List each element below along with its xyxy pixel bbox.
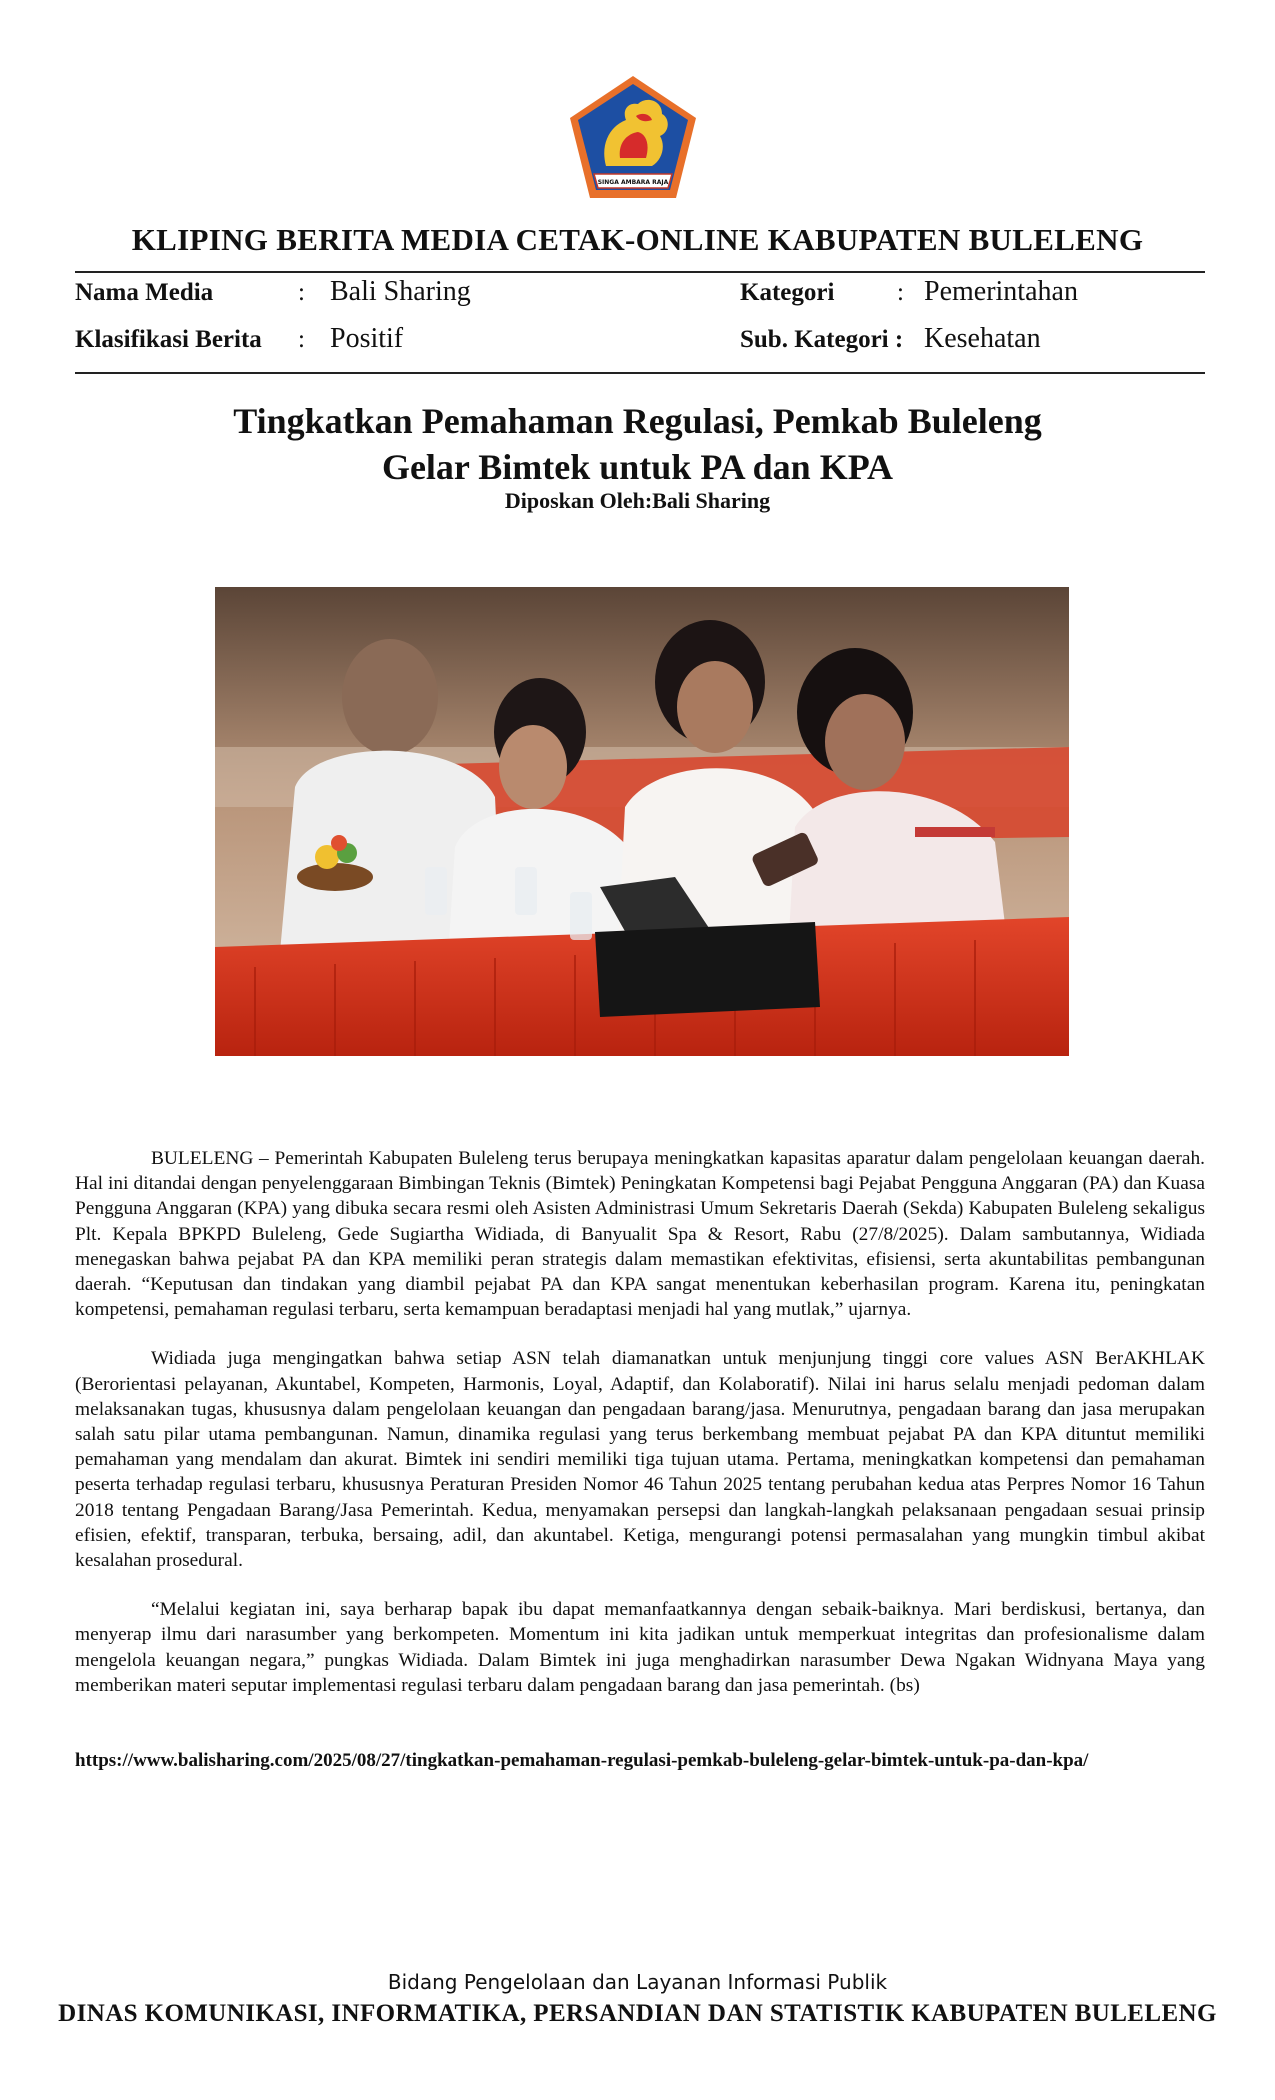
footer-agency: DINAS KOMUNIKASI, INFORMATIKA, PERSANDIAN DAN STATISTIK KABUPATEN BULELENG [58, 2000, 1217, 2027]
classification-label: Klasifikasi Berita [75, 326, 262, 353]
article-photo [215, 587, 1069, 1056]
article-byline: Diposkan Oleh:Bali Sharing [504, 488, 771, 513]
article-paragraph-1: BULELENG – Pemerintah Kabupaten Buleleng terus berupaya meningkatkan kapasitas aparatur dalam pengelolaan keuangan daerah. Hal ini ditandai dengan penyelenggaraan Bimbingan Teknis (Bimtek) Peningkatan Kompetensi bagi Pejabat Pengguna Anggaran (PA) dan Kuasa Pengguna Anggaran (KPA) yang dibuka secara resmi oleh Asisten Administrasi Umum Sekretaris Daerah (Sekda) Kabupaten Buleleng sekaligus Plt. Kepala BPKPD Buleleng, Gede Sugiartha Widiada, di Banyualit Spa & Resort, Rabu (27/8/2025). Dalam sambutannya, Widiada menegaskan bahwa pejabat PA dan KPA memiliki peran strategis dalam memastikan efektivitas, efisiensi, serta akuntabilitas pembangunan daerah. “Keputusan dan tindakan yang diambil pejabat PA dan KPA sangat menentukan keberhasilan program. Karena itu, peningkatan kompetensi, pemahaman regulasi terbaru, serta kemampuan beradaptasi menjadi hal yang mutlak,” ujarnya. [75, 1148, 1205, 1321]
buleleng-regency-emblem [566, 74, 700, 200]
media-name-value: Bali Sharing [330, 276, 471, 307]
header-rule-top [75, 271, 1205, 273]
svg-text:SINGA AMBARA RAJA: SINGA AMBARA RAJA [597, 179, 669, 186]
footer-division: Bidang Pengelolaan dan Layanan Informasi Publik [387, 1970, 888, 1994]
media-name-colon: : [298, 279, 305, 306]
document-header-title: KLIPING BERITA MEDIA CETAK-ONLINE KABUPATEN BULELENG [131, 222, 1144, 257]
category-value: Pemerintahan [924, 276, 1078, 307]
category-colon: : [897, 279, 904, 306]
classification-value: Positif [330, 323, 404, 354]
article-paragraph-3: “Melalui kegiatan ini, saya berharap bapak ibu dapat memanfaatkannya dengan sebaik-baiknya. Mari berdiskusi, bertanya, dan menyerap ilmu dari narasumber yang berkompeten. Momentum ini kita jadikan untuk memperkuat integritas dan profesionalisme dalam mengelola keuangan negara,” pungkas Widiada. Dalam Bimtek ini juga menghadirkan narasumber Dewa Ngakan Widnyana Maya yang memberikan materi seputar implementasi regulasi terbaru dalam pengadaan barang dan jasa pemerintah. (bs) [75, 1599, 1205, 1696]
article-title [0, 398, 1275, 490]
subcategory-label: Sub. Kategori : [740, 326, 904, 353]
article-title-line-1: Tingkatkan Pemahaman Regulasi, Pemkab Buleleng [233, 401, 1042, 441]
category-label: Kategori [740, 279, 835, 306]
article-paragraph-2: Widiada juga mengingatkan bahwa setiap ASN telah diamanatkan untuk menjunjung tinggi core values ASN BerAKHLAK (Berorientasi pelayanan, Akuntabel, Kompeten, Harmonis, Loyal, Adaptif, dan Kolaboratif). Nilai ini harus selalu menjadi pedoman dalam melaksanakan tugas, khususnya dalam pengelolaan keuangan dan pengadaan barang/jasa. Menurutnya, pengadaan barang dan jasa merupakan salah satu pilar utama pembangunan. Namun, dinamika regulasi yang terus berkembang membuat pejabat PA dan KPA dituntut memiliki pemahaman yang mendalam dan akurat. Bimtek ini sendiri memiliki tiga tujuan utama. Pertama, meningkatkan kompetensi dan pemahaman peserta terhadap regulasi terbaru, khususnya Peraturan Presiden Nomor 46 Tahun 2025 tentang perubahan kedua atas Perpres Nomor 16 Tahun 2018 tentang Pengadaan Barang/Jasa Pemerintah. Kedua, menyamakan persepsi dan langkah-langkah pelaksanaan pengadaan sesuai prinsip efisien, efektif, transparan, terbuka, bersaing, adil, dan akuntabel. Ketiga, mengurangi potensi permasalahan yang mungkin timbul akibat kesalahan prosedural. [75, 1348, 1205, 1572]
article-body [75, 1146, 1205, 1722]
classification-colon: : [298, 326, 305, 353]
subcategory-value: Kesehatan [924, 323, 1041, 354]
article-title-line-2: Gelar Bimtek untuk PA dan KPA [381, 447, 894, 487]
source-url-link[interactable]: https://www.balisharing.com/2025/08/27/tingkatkan-pemahaman-regulasi-pemkab-buleleng-gelar-bimtek-untuk-pa-dan-kpa/ [75, 1750, 1089, 1771]
media-name-label: Nama Media [75, 279, 214, 306]
header-rule-bottom [75, 372, 1205, 374]
